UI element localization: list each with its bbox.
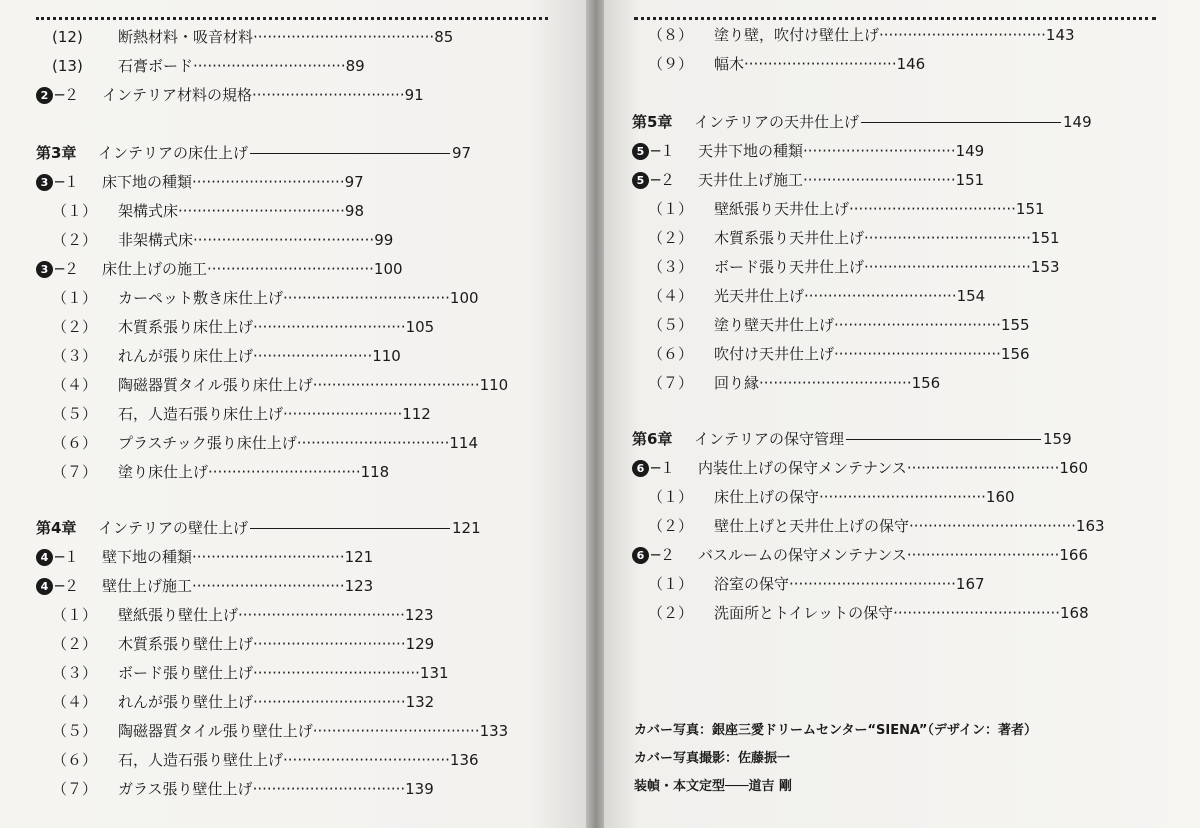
entry-title: 壁紙張り壁仕上げ — [118, 606, 239, 624]
dot-leader: ··································· — [312, 722, 480, 740]
page-number: 168 — [1060, 604, 1089, 622]
section-entry — [632, 542, 1088, 568]
page-number: 132 — [405, 693, 435, 711]
entry-number — [36, 544, 102, 570]
entry-number: （２） — [52, 231, 98, 249]
page-number: 98 — [344, 202, 364, 220]
page-number: 163 — [1075, 517, 1105, 535]
entry-number: （４） — [52, 376, 98, 394]
entry-number: （２） — [648, 604, 694, 622]
subsection-entry — [648, 341, 1030, 367]
entry-number: 第3章 — [36, 144, 77, 162]
entry-number: （３） — [648, 258, 694, 276]
subsection-entry — [52, 372, 508, 398]
entry-number: （１） — [648, 200, 694, 218]
subsection-entry — [52, 314, 434, 340]
dot-leader: ··································· — [834, 316, 1001, 334]
entry-title: 木質系張り天井仕上げ — [714, 229, 865, 247]
dot-leader: ··································· — [253, 664, 420, 682]
subsection-entry — [52, 401, 431, 427]
entry-title: カーペット敷き床仕上げ — [118, 289, 284, 307]
page-number: 167 — [955, 575, 985, 593]
dotted-rule — [634, 17, 1156, 20]
page-number: 85 — [434, 28, 454, 46]
subsection-entry — [52, 227, 393, 253]
page-number: 110 — [479, 376, 509, 394]
dot-leader: ································ — [253, 693, 406, 711]
entry-number: （３） — [52, 664, 98, 682]
chapter-circle-badge: 6 — [632, 460, 649, 477]
entry-title: れんが張り床仕上げ — [118, 347, 254, 365]
page-number: 156 — [911, 374, 941, 392]
dot-leader: ································ — [208, 463, 361, 481]
subsection-entry — [52, 24, 453, 50]
dot-leader: ································ — [803, 142, 956, 160]
page-number: 99 — [374, 231, 394, 249]
dot-leader: ························· — [253, 347, 373, 365]
leader-rule — [250, 528, 450, 529]
dot-leader: ································ — [252, 86, 405, 104]
entry-title: インテリアの天井仕上げ — [694, 113, 860, 131]
entry-title: 非架構式床 — [118, 231, 194, 249]
page-number: 149 — [955, 142, 985, 160]
dot-leader: ··································· — [864, 258, 1031, 276]
page-number: 118 — [360, 463, 390, 481]
entry-title: 洗面所とトイレットの保守 — [714, 604, 894, 622]
subsection-entry — [52, 602, 434, 628]
entry-title: ガラス張り壁仕上げ — [118, 780, 253, 798]
section-entry — [632, 167, 984, 193]
subsection-entry — [52, 660, 449, 686]
entry-number: (13) — [52, 57, 83, 75]
page-number: 154 — [956, 287, 986, 305]
subsection-entry — [52, 53, 365, 79]
entry-number: （２） — [648, 229, 694, 247]
section-entry — [36, 82, 424, 108]
page-number: 160 — [1059, 459, 1089, 477]
leader-rule — [846, 439, 1041, 440]
page-number: 153 — [1030, 258, 1060, 276]
entry-title: 断熱材料・吸音材料 — [118, 28, 254, 46]
section-number: ─２ — [651, 171, 676, 189]
chapter-circle-badge: 5 — [632, 172, 649, 189]
page-number: 131 — [419, 664, 449, 682]
entry-number — [36, 573, 102, 599]
page-number: 89 — [345, 57, 365, 75]
subsection-entry — [52, 285, 479, 311]
entry-number: （９） — [648, 55, 694, 73]
entry-number: （１） — [648, 488, 694, 506]
leader-rule — [861, 122, 1061, 123]
entry-title: ボード張り壁仕上げ — [118, 664, 254, 682]
section-number: ─１ — [651, 142, 676, 160]
entry-number: (12) — [52, 28, 83, 46]
subsection-entry — [648, 196, 1045, 222]
page-number: 97 — [344, 173, 364, 191]
dot-leader: ··································· — [789, 575, 956, 593]
section-number: ─１ — [55, 548, 80, 566]
entry-title: 石膏ボード — [118, 57, 194, 75]
subsection-entry — [648, 283, 985, 309]
page-number: 149 — [1063, 113, 1092, 131]
dotted-rule — [36, 17, 548, 20]
entry-number: （６） — [648, 345, 694, 363]
page-number: 97 — [452, 144, 472, 162]
entry-title: インテリアの保守管理 — [694, 430, 845, 448]
section-number: ─２ — [651, 546, 676, 564]
section-number: ─２ — [55, 86, 80, 104]
page-number: 121 — [344, 548, 374, 566]
entry-title: 塗り壁，吹付け壁仕上げ — [714, 26, 880, 44]
credit-line: 装幀・本文定型───道吉 剛 — [634, 779, 793, 794]
entry-title: 石，人造石張り壁仕上げ — [118, 751, 284, 769]
left-page — [0, 0, 588, 828]
entry-number: （２） — [52, 318, 98, 336]
dot-leader: ································ — [759, 374, 912, 392]
entry-title: ボード張り天井仕上げ — [714, 258, 865, 276]
dot-leader: ································ — [803, 171, 956, 189]
section-entry — [36, 544, 373, 570]
section-entry — [36, 169, 364, 195]
dot-leader: ································ — [193, 57, 346, 75]
dot-leader: ··································· — [312, 376, 480, 394]
page-number: 123 — [344, 577, 374, 595]
dot-leader: ··································· — [879, 26, 1046, 44]
subsection-entry — [648, 370, 940, 396]
entry-number — [632, 455, 698, 481]
subsection-entry — [648, 254, 1060, 280]
page-number: 91 — [404, 86, 424, 104]
entry-title: 床下地の種類 — [102, 173, 193, 191]
subsection-entry — [52, 631, 434, 657]
entry-title: 木質系張り壁仕上げ — [118, 635, 254, 653]
entry-title: プラスチック張り床仕上げ — [118, 434, 297, 452]
section-number: ─１ — [651, 459, 676, 477]
section-number: ─２ — [55, 577, 80, 595]
entry-title: 床仕上げの施工 — [102, 260, 208, 278]
subsection-entry — [52, 776, 434, 802]
entry-title: 陶磁器質タイル張り壁仕上げ — [118, 722, 313, 740]
entry-number: （５） — [52, 722, 98, 740]
entry-title: バスルームの保守メンテナンス — [698, 546, 907, 564]
page-number: 155 — [1000, 316, 1030, 334]
entry-number: （５） — [648, 316, 694, 334]
entry-number: （７） — [52, 780, 98, 798]
entry-number — [632, 138, 698, 164]
page-number: 100 — [373, 260, 403, 278]
dot-leader: ··································· — [909, 517, 1076, 535]
entry-number: （２） — [648, 517, 694, 535]
entry-title: 架構式床 — [118, 202, 179, 220]
page-number: 105 — [405, 318, 435, 336]
entry-title: 回り縁 — [714, 374, 760, 392]
entry-title: 壁仕上げと天井仕上げの保守 — [714, 517, 910, 535]
page-number: 160 — [985, 488, 1015, 506]
entry-title: 床仕上げの保守 — [714, 488, 820, 506]
entry-number: （６） — [52, 751, 98, 769]
page-number: 159 — [1043, 430, 1072, 448]
chapter-circle-badge: 3 — [36, 174, 53, 191]
subsection-entry — [648, 51, 925, 77]
entry-title: 天井仕上げ施工 — [698, 171, 804, 189]
entry-number: 第5章 — [632, 113, 673, 131]
subsection-entry — [648, 312, 1030, 338]
dot-leader: ··································· — [283, 751, 450, 769]
entry-title: インテリア材料の規格 — [102, 86, 253, 104]
entry-title: 壁仕上げ施工 — [102, 577, 193, 595]
entry-number: （６） — [52, 434, 98, 452]
entry-title: 壁下地の種類 — [102, 548, 193, 566]
chapter-heading — [36, 140, 471, 166]
entry-number: （４） — [648, 287, 694, 305]
entry-number: （７） — [648, 374, 694, 392]
entry-number: （３） — [52, 347, 98, 365]
credit-line: カバー写真撮影：佐藤振一 — [634, 751, 791, 766]
entry-title: 石，人造石張り床仕上げ — [118, 405, 284, 423]
chapter-heading — [632, 109, 1092, 135]
chapter-heading — [632, 426, 1072, 452]
chapter-circle-badge: 3 — [36, 261, 53, 278]
dot-leader: ································ — [192, 173, 345, 191]
dot-leader: ························· — [283, 405, 403, 423]
page-number: 156 — [1000, 345, 1030, 363]
dot-leader: ································ — [296, 434, 450, 452]
dot-leader: ··································· — [834, 345, 1001, 363]
section-entry — [632, 455, 1088, 481]
dot-leader: ································ — [253, 635, 406, 653]
chapter-circle-badge: 4 — [36, 578, 53, 595]
subsection-entry — [52, 689, 434, 715]
dot-leader: ··································· — [893, 604, 1060, 622]
entry-number — [36, 256, 102, 282]
entry-number — [36, 82, 102, 108]
page-number: 146 — [896, 55, 926, 73]
subsection-entry — [648, 22, 1075, 48]
dot-leader: ································ — [804, 287, 957, 305]
dot-leader: ································ — [744, 55, 897, 73]
entry-title: 幅木 — [714, 55, 745, 73]
dot-leader: ································ — [253, 318, 406, 336]
chapter-circle-badge: 2 — [36, 87, 53, 104]
entry-title: 壁紙張り天井仕上げ — [714, 200, 850, 218]
dot-leader: ··································· — [238, 606, 405, 624]
entry-title: インテリアの壁仕上げ — [98, 519, 249, 537]
entry-title: インテリアの床仕上げ — [98, 144, 249, 162]
chapter-heading — [36, 515, 481, 541]
section-number: ─２ — [55, 260, 80, 278]
subsection-entry — [648, 600, 1089, 626]
subsection-entry — [648, 225, 1060, 251]
chapter-circle-badge: 5 — [632, 143, 649, 160]
dot-leader: ································ — [192, 548, 345, 566]
entry-title: 内装仕上げの保守メンテナンス — [698, 459, 907, 477]
entry-title: 塗り壁天井仕上げ — [714, 316, 835, 334]
leader-rule — [250, 153, 450, 154]
section-entry — [36, 256, 403, 282]
entry-number — [632, 167, 698, 193]
dot-leader: ··································· — [819, 488, 986, 506]
dot-leader: ··································· — [178, 202, 345, 220]
page-number: 112 — [402, 405, 431, 423]
page-number: 139 — [405, 780, 434, 798]
chapter-circle-badge: 4 — [36, 549, 53, 566]
page-number: 121 — [452, 519, 481, 537]
dot-leader: ······································ — [193, 231, 375, 249]
entry-number: （２） — [52, 635, 98, 653]
entry-title: 浴室の保守 — [714, 575, 790, 593]
dot-leader: ··································· — [207, 260, 374, 278]
page-number: 151 — [1030, 229, 1060, 247]
page-number: 114 — [449, 434, 479, 452]
entry-title: 吹付け天井仕上げ — [714, 345, 835, 363]
section-entry — [632, 138, 984, 164]
entry-number: （７） — [52, 463, 98, 481]
entry-title: 木質系張り床仕上げ — [118, 318, 254, 336]
entry-title: 塗り床仕上げ — [118, 463, 209, 481]
subsection-entry — [52, 718, 508, 744]
page-number: 100 — [449, 289, 479, 307]
entry-title: 陶磁器質タイル張り床仕上げ — [118, 376, 313, 394]
entry-number: （１） — [52, 202, 98, 220]
section-entry — [36, 573, 373, 599]
right-page — [604, 0, 1200, 828]
dot-leader: ··································· — [849, 200, 1016, 218]
credit-line: カバー写真：銀座三愛ドリームセンター“SIENA”（デザイン：著者） — [634, 723, 1037, 738]
dot-leader: ································ — [906, 546, 1060, 564]
page-number: 151 — [1015, 200, 1045, 218]
entry-title: 光天井仕上げ — [714, 287, 805, 305]
page-number: 166 — [1059, 546, 1089, 564]
entry-number — [632, 542, 698, 568]
entry-title: れんが張り壁仕上げ — [118, 693, 254, 711]
entry-number: （８） — [648, 26, 694, 44]
entry-number: （１） — [648, 575, 694, 593]
page-number: 129 — [405, 635, 435, 653]
book-gutter — [586, 0, 606, 828]
subsection-entry — [648, 571, 985, 597]
dot-leader: ································ — [906, 459, 1060, 477]
chapter-circle-badge: 6 — [632, 547, 649, 564]
dot-leader: ································ — [252, 780, 406, 798]
entry-number: （１） — [52, 606, 98, 624]
section-number: ─１ — [55, 173, 80, 191]
page-number: 123 — [404, 606, 434, 624]
subsection-entry — [52, 198, 364, 224]
dot-leader: ··································· — [283, 289, 450, 307]
dot-leader: ··································· — [864, 229, 1031, 247]
entry-number — [36, 169, 102, 195]
entry-title: 天井下地の種類 — [698, 142, 804, 160]
subsection-entry — [52, 459, 389, 485]
subsection-entry — [52, 343, 401, 369]
page-number: 136 — [449, 751, 479, 769]
entry-number: （１） — [52, 289, 98, 307]
entry-number: 第6章 — [632, 430, 673, 448]
subsection-entry — [52, 430, 478, 456]
subsection-entry — [648, 513, 1105, 539]
page-number: 151 — [955, 171, 985, 189]
subsection-entry — [648, 484, 1015, 510]
dot-leader: ································ — [192, 577, 345, 595]
entry-number: 第4章 — [36, 519, 77, 537]
page-number: 110 — [372, 347, 401, 365]
entry-number: （４） — [52, 693, 98, 711]
subsection-entry — [52, 747, 479, 773]
dot-leader: ······································ — [253, 28, 435, 46]
page-number: 133 — [479, 722, 509, 740]
entry-number: （５） — [52, 405, 98, 423]
page-number: 143 — [1045, 26, 1075, 44]
